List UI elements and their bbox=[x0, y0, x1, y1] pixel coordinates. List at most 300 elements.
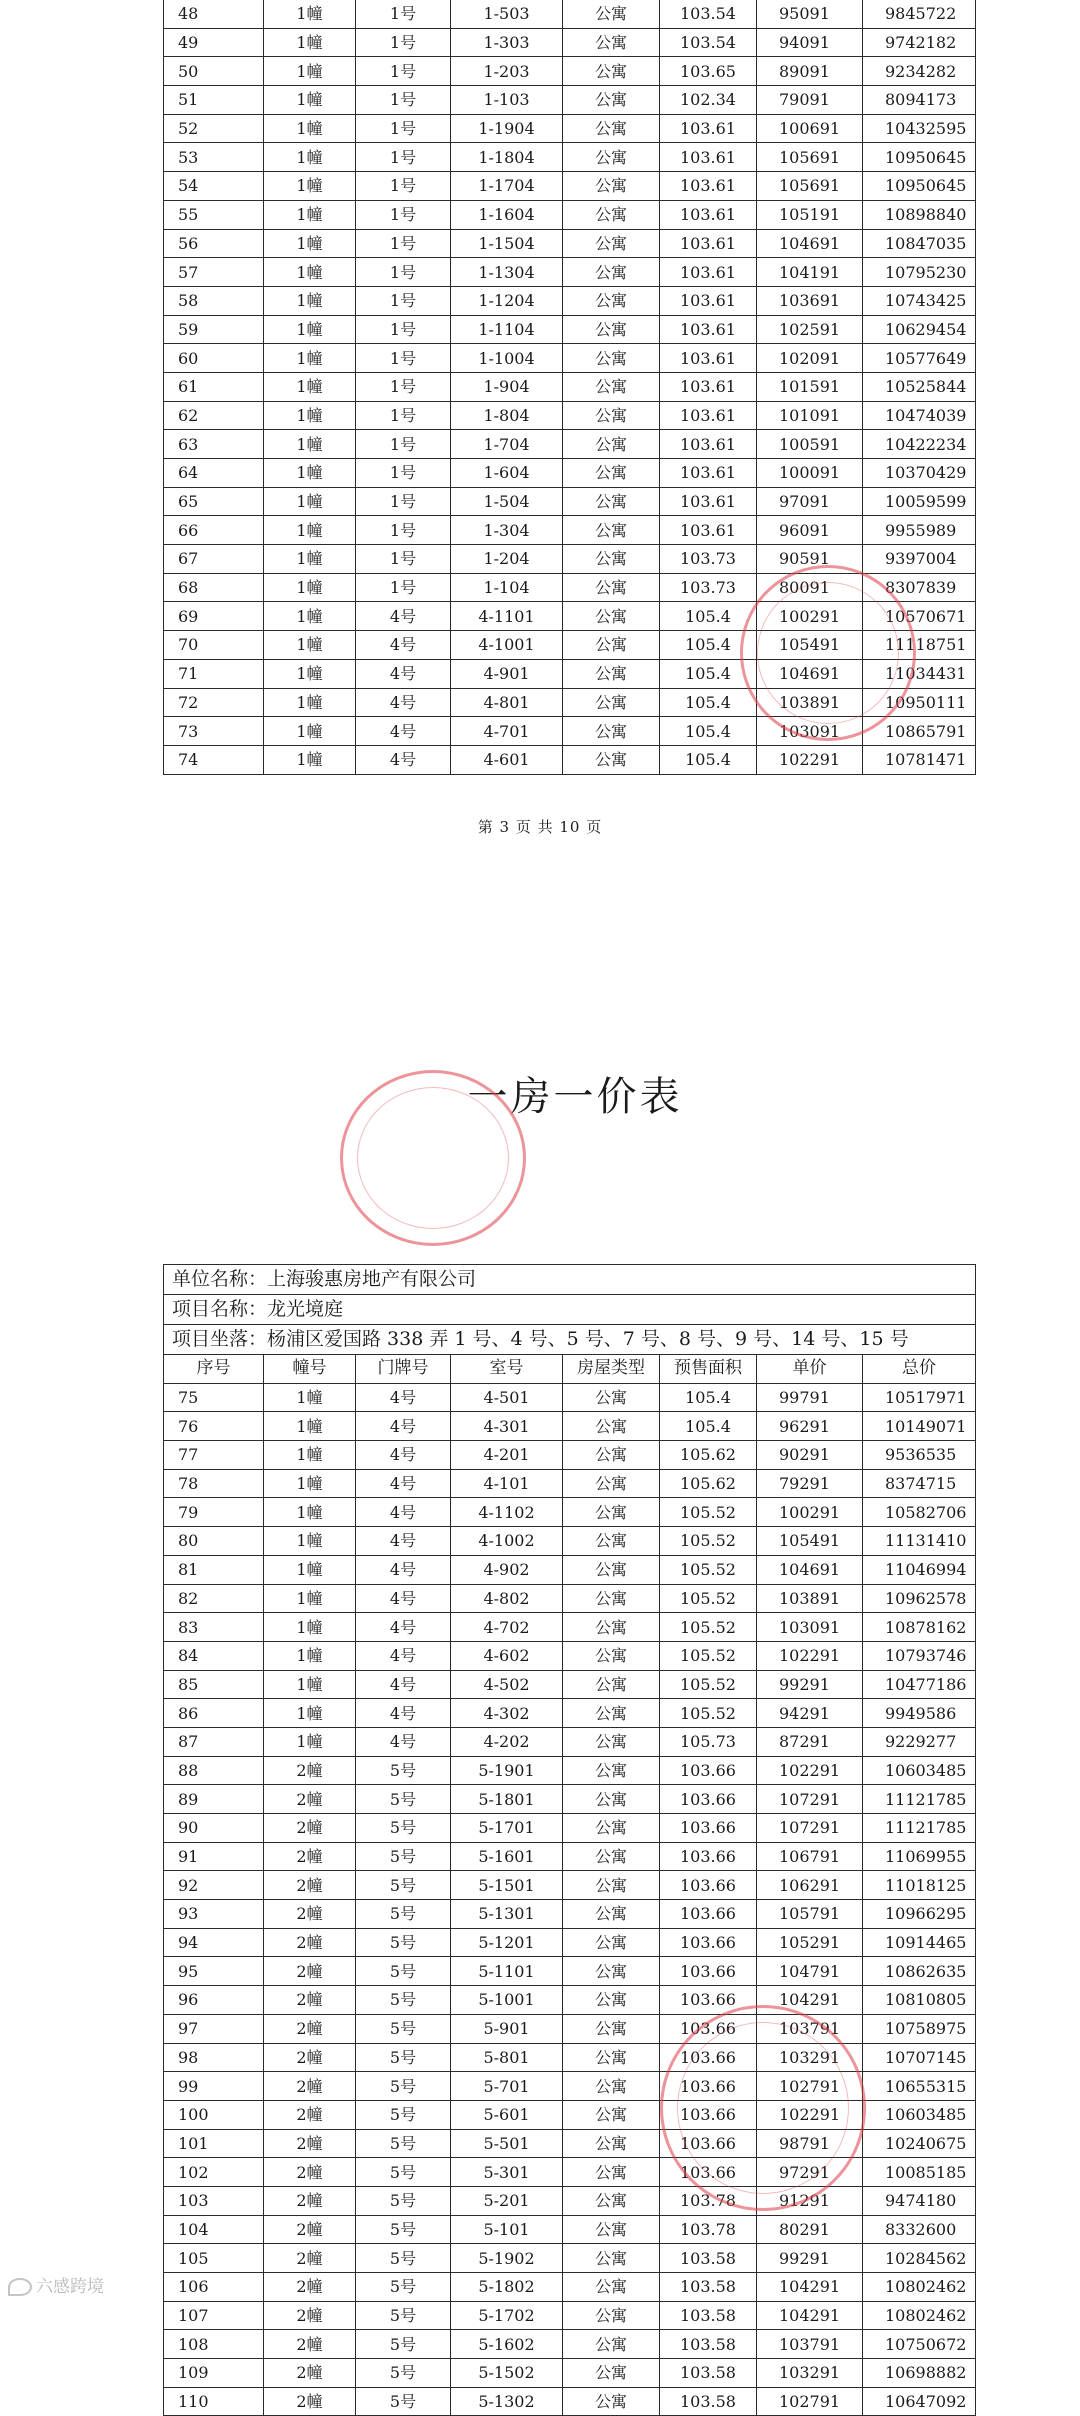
table-cell: 79 bbox=[164, 1498, 264, 1527]
table-cell: 公寓 bbox=[563, 2387, 660, 2416]
table-cell: 8332600 bbox=[863, 2215, 976, 2244]
table-cell: 90 bbox=[164, 1814, 264, 1843]
table-cell: 80091 bbox=[757, 573, 863, 602]
table-cell: 公寓 bbox=[563, 2273, 660, 2302]
table-cell: 99291 bbox=[757, 2244, 863, 2273]
table-cell: 1幢 bbox=[264, 401, 356, 430]
table-cell: 11018125 bbox=[863, 1871, 976, 1900]
table-cell: 公寓 bbox=[563, 1670, 660, 1699]
table-cell: 89091 bbox=[757, 57, 863, 86]
table-row bbox=[164, 459, 976, 488]
table-cell: 5-1802 bbox=[451, 2273, 563, 2302]
table-row bbox=[164, 2014, 976, 2043]
table-cell: 103.66 bbox=[660, 2100, 757, 2129]
header-building: 幢号 bbox=[264, 1355, 356, 1384]
table-cell: 4号 bbox=[356, 1555, 451, 1584]
table-cell: 5-1902 bbox=[451, 2244, 563, 2273]
table-cell: 1幢 bbox=[264, 1613, 356, 1642]
table-cell: 52 bbox=[164, 114, 264, 143]
table-cell: 5-201 bbox=[451, 2186, 563, 2215]
table-cell: 89 bbox=[164, 1785, 264, 1814]
table-cell: 10743425 bbox=[863, 286, 976, 315]
table-cell: 10758975 bbox=[863, 2014, 976, 2043]
table-row bbox=[164, 1871, 976, 1900]
table-cell: 公寓 bbox=[563, 688, 660, 717]
table-cell: 公寓 bbox=[563, 631, 660, 660]
table-cell: 4号 bbox=[356, 1383, 451, 1412]
table-cell: 103.66 bbox=[660, 2043, 757, 2072]
table-cell: 1号 bbox=[356, 487, 451, 516]
table-cell: 4号 bbox=[356, 1727, 451, 1756]
table-row bbox=[164, 545, 976, 574]
table-cell: 10950111 bbox=[863, 688, 976, 717]
table-cell: 103.61 bbox=[660, 229, 757, 258]
watermark-logo-icon bbox=[8, 2278, 32, 2296]
table-cell: 4号 bbox=[356, 1670, 451, 1699]
table-cell: 公寓 bbox=[563, 717, 660, 746]
table-cell: 公寓 bbox=[563, 1527, 660, 1556]
table-cell: 5号 bbox=[356, 1928, 451, 1957]
table-cell: 10284562 bbox=[863, 2244, 976, 2273]
table-row bbox=[164, 1957, 976, 1986]
table-cell: 103.61 bbox=[660, 114, 757, 143]
table-cell: 104791 bbox=[757, 1957, 863, 1986]
table-cell: 105291 bbox=[757, 1928, 863, 1957]
table-cell: 公寓 bbox=[563, 1412, 660, 1441]
table-cell: 5号 bbox=[356, 2129, 451, 2158]
table-cell: 1幢 bbox=[264, 516, 356, 545]
table-cell: 1-303 bbox=[451, 28, 563, 57]
table-cell: 4号 bbox=[356, 745, 451, 774]
table-cell: 10517971 bbox=[863, 1383, 976, 1412]
table-cell: 4号 bbox=[356, 1699, 451, 1728]
table-cell: 96 bbox=[164, 1986, 264, 2015]
table-cell: 105.52 bbox=[660, 1498, 757, 1527]
table-cell: 103.66 bbox=[660, 1842, 757, 1871]
table-cell: 10149071 bbox=[863, 1412, 976, 1441]
table-cell: 103291 bbox=[757, 2043, 863, 2072]
table-cell: 100291 bbox=[757, 1498, 863, 1527]
table-cell: 99791 bbox=[757, 1383, 863, 1412]
table-cell: 102291 bbox=[757, 1756, 863, 1785]
table-cell: 1幢 bbox=[264, 1527, 356, 1556]
table-row bbox=[164, 172, 976, 201]
table-cell: 1号 bbox=[356, 229, 451, 258]
table-cell: 公寓 bbox=[563, 172, 660, 201]
header-room: 室号 bbox=[451, 1355, 563, 1384]
table-cell: 5号 bbox=[356, 1957, 451, 1986]
table-cell: 67 bbox=[164, 545, 264, 574]
table-cell: 4号 bbox=[356, 1412, 451, 1441]
table-cell: 公寓 bbox=[563, 745, 660, 774]
table-cell: 1-1504 bbox=[451, 229, 563, 258]
table-cell: 10603485 bbox=[863, 1756, 976, 1785]
table-cell: 2幢 bbox=[264, 1871, 356, 1900]
table-cell: 公寓 bbox=[563, 516, 660, 545]
table-cell: 5-1702 bbox=[451, 2301, 563, 2330]
table-cell: 公寓 bbox=[563, 28, 660, 57]
table-cell: 1幢 bbox=[264, 258, 356, 287]
table-cell: 10810805 bbox=[863, 1986, 976, 2015]
table-row bbox=[164, 2043, 976, 2072]
table-cell: 1号 bbox=[356, 573, 451, 602]
table-cell: 10802462 bbox=[863, 2301, 976, 2330]
table-row bbox=[164, 1412, 976, 1441]
table-cell: 103.66 bbox=[660, 2014, 757, 2043]
table-cell: 73 bbox=[164, 717, 264, 746]
table-cell: 1号 bbox=[356, 286, 451, 315]
table-cell: 91291 bbox=[757, 2186, 863, 2215]
table-cell: 5号 bbox=[356, 1986, 451, 2015]
table-cell: 107291 bbox=[757, 1814, 863, 1843]
table-cell: 103.58 bbox=[660, 2387, 757, 2416]
table-cell: 1幢 bbox=[264, 57, 356, 86]
table-cell: 公寓 bbox=[563, 602, 660, 631]
table-cell: 1-1304 bbox=[451, 258, 563, 287]
table-cell: 公寓 bbox=[563, 545, 660, 574]
table-cell: 4号 bbox=[356, 631, 451, 660]
table-cell: 公寓 bbox=[563, 1814, 660, 1843]
table-cell: 103 bbox=[164, 2186, 264, 2215]
table-cell: 公寓 bbox=[563, 1613, 660, 1642]
table-cell: 1幢 bbox=[264, 286, 356, 315]
table-cell: 公寓 bbox=[563, 487, 660, 516]
table-cell: 104 bbox=[164, 2215, 264, 2244]
table-cell: 4号 bbox=[356, 1498, 451, 1527]
table-cell: 103291 bbox=[757, 2359, 863, 2388]
table-cell: 4号 bbox=[356, 602, 451, 631]
table-cell: 1幢 bbox=[264, 631, 356, 660]
table-cell: 95091 bbox=[757, 0, 863, 28]
table-cell: 1幢 bbox=[264, 315, 356, 344]
table-cell: 49 bbox=[164, 28, 264, 57]
table-cell: 103.54 bbox=[660, 28, 757, 57]
header-index: 序号 bbox=[164, 1355, 264, 1384]
table-cell: 1幢 bbox=[264, 114, 356, 143]
table-row bbox=[164, 516, 976, 545]
table-cell: 10570671 bbox=[863, 602, 976, 631]
header-unit-price: 单价 bbox=[757, 1355, 863, 1384]
table-cell: 9845722 bbox=[863, 0, 976, 28]
table-cell: 9234282 bbox=[863, 57, 976, 86]
table-cell: 4-801 bbox=[451, 688, 563, 717]
table-cell: 1号 bbox=[356, 28, 451, 57]
table-row bbox=[164, 315, 976, 344]
table-cell: 103791 bbox=[757, 2330, 863, 2359]
table-row bbox=[164, 0, 976, 28]
table-cell: 5号 bbox=[356, 2158, 451, 2187]
table-cell: 101591 bbox=[757, 372, 863, 401]
table-cell: 10950645 bbox=[863, 143, 976, 172]
table-cell: 70 bbox=[164, 631, 264, 660]
table-cell: 1幢 bbox=[264, 1641, 356, 1670]
table-cell: 10603485 bbox=[863, 2100, 976, 2129]
table-cell: 1幢 bbox=[264, 1441, 356, 1470]
table-cell: 公寓 bbox=[563, 1986, 660, 2015]
table-cell: 1-1204 bbox=[451, 286, 563, 315]
table-cell: 97 bbox=[164, 2014, 264, 2043]
table-cell: 108 bbox=[164, 2330, 264, 2359]
table-cell: 105.62 bbox=[660, 1441, 757, 1470]
table-cell: 84 bbox=[164, 1641, 264, 1670]
table-cell: 71 bbox=[164, 659, 264, 688]
table-row bbox=[164, 2301, 976, 2330]
table-cell: 公寓 bbox=[563, 372, 660, 401]
table-cell: 公寓 bbox=[563, 1383, 660, 1412]
table-cell: 2幢 bbox=[264, 2215, 356, 2244]
table-cell: 1幢 bbox=[264, 1412, 356, 1441]
table-cell: 10629454 bbox=[863, 315, 976, 344]
table-row bbox=[164, 631, 976, 660]
table-cell: 公寓 bbox=[563, 2100, 660, 2129]
table-cell: 103.58 bbox=[660, 2273, 757, 2302]
table-cell: 69 bbox=[164, 602, 264, 631]
table-cell: 5号 bbox=[356, 1814, 451, 1843]
table-cell: 5号 bbox=[356, 2244, 451, 2273]
table-cell: 4-502 bbox=[451, 1670, 563, 1699]
table-cell: 102791 bbox=[757, 2387, 863, 2416]
table-cell: 110 bbox=[164, 2387, 264, 2416]
table-cell: 公寓 bbox=[563, 1785, 660, 1814]
table-cell: 103.66 bbox=[660, 1871, 757, 1900]
table-cell: 107 bbox=[164, 2301, 264, 2330]
table-cell: 公寓 bbox=[563, 1699, 660, 1728]
table-cell: 105.4 bbox=[660, 717, 757, 746]
table-cell: 103.78 bbox=[660, 2215, 757, 2244]
table-cell: 1-1004 bbox=[451, 344, 563, 373]
table-cell: 5号 bbox=[356, 2387, 451, 2416]
table-cell: 公寓 bbox=[563, 1498, 660, 1527]
table-cell: 1幢 bbox=[264, 1469, 356, 1498]
table-cell: 1幢 bbox=[264, 344, 356, 373]
header-total-price: 总价 bbox=[863, 1355, 976, 1384]
table-cell: 78 bbox=[164, 1469, 264, 1498]
table-cell: 2幢 bbox=[264, 1785, 356, 1814]
table-cell: 5-1301 bbox=[451, 1900, 563, 1929]
table-cell: 公寓 bbox=[563, 2215, 660, 2244]
price-table-page-4 bbox=[163, 1264, 976, 2416]
table-cell: 1幢 bbox=[264, 372, 356, 401]
table-cell: 100 bbox=[164, 2100, 264, 2129]
table-cell: 1幢 bbox=[264, 28, 356, 57]
table-cell: 10577649 bbox=[863, 344, 976, 373]
table-cell: 10966295 bbox=[863, 1900, 976, 1929]
table-cell: 5号 bbox=[356, 2014, 451, 2043]
table-cell: 103.61 bbox=[660, 459, 757, 488]
table-cell: 公寓 bbox=[563, 0, 660, 28]
table-cell: 2幢 bbox=[264, 2330, 356, 2359]
table-cell: 11131410 bbox=[863, 1527, 976, 1556]
table-row bbox=[164, 2387, 976, 2416]
page-footer: 第 3 页 共 10 页 bbox=[477, 818, 603, 836]
table-cell: 2幢 bbox=[264, 2387, 356, 2416]
table-cell: 公寓 bbox=[563, 229, 660, 258]
table-cell: 101 bbox=[164, 2129, 264, 2158]
table-cell: 公寓 bbox=[563, 2186, 660, 2215]
table-cell: 1号 bbox=[356, 344, 451, 373]
table-cell: 1幢 bbox=[264, 1699, 356, 1728]
table-cell: 1号 bbox=[356, 57, 451, 86]
table-row bbox=[164, 200, 976, 229]
table-cell: 5-1101 bbox=[451, 1957, 563, 1986]
table-cell: 10950645 bbox=[863, 172, 976, 201]
table-cell: 1幢 bbox=[264, 1383, 356, 1412]
table-row bbox=[164, 573, 976, 602]
table-cell: 5号 bbox=[356, 2186, 451, 2215]
table-cell: 91 bbox=[164, 1842, 264, 1871]
table-cell: 4-702 bbox=[451, 1613, 563, 1642]
table-cell: 4-901 bbox=[451, 659, 563, 688]
table-cell: 103.66 bbox=[660, 1900, 757, 1929]
table-cell: 公寓 bbox=[563, 2129, 660, 2158]
table-cell: 105191 bbox=[757, 200, 863, 229]
table-row bbox=[164, 258, 976, 287]
table-cell: 105691 bbox=[757, 172, 863, 201]
table-cell: 5号 bbox=[356, 2359, 451, 2388]
table-cell: 1幢 bbox=[264, 688, 356, 717]
table-cell: 1幢 bbox=[264, 229, 356, 258]
table-cell: 4号 bbox=[356, 1527, 451, 1556]
table-row bbox=[164, 717, 976, 746]
table-cell: 9949586 bbox=[863, 1699, 976, 1728]
table-cell: 2幢 bbox=[264, 1814, 356, 1843]
table-cell: 5-501 bbox=[451, 2129, 563, 2158]
table-cell: 10422234 bbox=[863, 430, 976, 459]
table-cell: 10477186 bbox=[863, 1670, 976, 1699]
table-cell: 公寓 bbox=[563, 2301, 660, 2330]
table-cell: 103.58 bbox=[660, 2359, 757, 2388]
table-row bbox=[164, 2359, 976, 2388]
table-cell: 公寓 bbox=[563, 2330, 660, 2359]
table-cell: 10847035 bbox=[863, 229, 976, 258]
table-cell: 1幢 bbox=[264, 86, 356, 115]
table-cell: 74 bbox=[164, 745, 264, 774]
table-cell: 10432595 bbox=[863, 114, 976, 143]
table-cell: 4-602 bbox=[451, 1641, 563, 1670]
table-cell: 1-1804 bbox=[451, 143, 563, 172]
table-cell: 5号 bbox=[356, 2273, 451, 2302]
table-cell: 86 bbox=[164, 1699, 264, 1728]
table-cell: 公寓 bbox=[563, 114, 660, 143]
table-cell: 5号 bbox=[356, 1900, 451, 1929]
table-cell: 105.73 bbox=[660, 1727, 757, 1756]
table-cell: 1-604 bbox=[451, 459, 563, 488]
table-cell: 66 bbox=[164, 516, 264, 545]
table-row bbox=[164, 1842, 976, 1871]
table-cell: 106791 bbox=[757, 1842, 863, 1871]
table-cell: 64 bbox=[164, 459, 264, 488]
table-cell: 1幢 bbox=[264, 1727, 356, 1756]
table-cell: 102291 bbox=[757, 745, 863, 774]
table-cell: 1幢 bbox=[264, 659, 356, 688]
table-cell: 2幢 bbox=[264, 2301, 356, 2330]
table-cell: 10474039 bbox=[863, 401, 976, 430]
table-cell: 102091 bbox=[757, 344, 863, 373]
table-cell: 63 bbox=[164, 430, 264, 459]
table-row bbox=[164, 1756, 976, 1785]
table-cell: 10793746 bbox=[863, 1641, 976, 1670]
table-cell: 10962578 bbox=[863, 1584, 976, 1613]
table-cell: 103.61 bbox=[660, 430, 757, 459]
table-cell: 104291 bbox=[757, 1986, 863, 2015]
table-cell: 10059599 bbox=[863, 487, 976, 516]
table-cell: 5-601 bbox=[451, 2100, 563, 2129]
table-cell: 10914465 bbox=[863, 1928, 976, 1957]
table-cell: 5号 bbox=[356, 2043, 451, 2072]
table-cell: 105.52 bbox=[660, 1670, 757, 1699]
table-cell: 94 bbox=[164, 1928, 264, 1957]
table-cell: 1幢 bbox=[264, 745, 356, 774]
table-cell: 103.61 bbox=[660, 258, 757, 287]
table-cell: 10240675 bbox=[863, 2129, 976, 2158]
table-cell: 4-1102 bbox=[451, 1498, 563, 1527]
table-cell: 80291 bbox=[757, 2215, 863, 2244]
table-cell: 79091 bbox=[757, 86, 863, 115]
table-cell: 2幢 bbox=[264, 2014, 356, 2043]
table-cell: 2幢 bbox=[264, 2273, 356, 2302]
table-cell: 1幢 bbox=[264, 200, 356, 229]
table-cell: 4号 bbox=[356, 1584, 451, 1613]
table-cell: 104691 bbox=[757, 659, 863, 688]
table-cell: 105.4 bbox=[660, 1383, 757, 1412]
table-cell: 1幢 bbox=[264, 1498, 356, 1527]
table-row bbox=[164, 430, 976, 459]
table-cell: 5号 bbox=[356, 2330, 451, 2359]
table-cell: 5-301 bbox=[451, 2158, 563, 2187]
table-cell: 103091 bbox=[757, 1613, 863, 1642]
table-cell: 公寓 bbox=[563, 286, 660, 315]
table-cell: 5-1201 bbox=[451, 1928, 563, 1957]
table-cell: 2幢 bbox=[264, 2158, 356, 2187]
table-row bbox=[164, 2186, 976, 2215]
table-cell: 98 bbox=[164, 2043, 264, 2072]
table-cell: 11121785 bbox=[863, 1785, 976, 1814]
table-cell: 1幢 bbox=[264, 1584, 356, 1613]
table-cell: 4-1002 bbox=[451, 1527, 563, 1556]
table-cell: 104691 bbox=[757, 1555, 863, 1584]
table-cell: 1-204 bbox=[451, 545, 563, 574]
table-cell: 11034431 bbox=[863, 659, 976, 688]
table-cell: 9955989 bbox=[863, 516, 976, 545]
table-cell: 103891 bbox=[757, 1584, 863, 1613]
table-cell: 公寓 bbox=[563, 2244, 660, 2273]
table-cell: 102591 bbox=[757, 315, 863, 344]
table-cell: 5-901 bbox=[451, 2014, 563, 2043]
table-cell: 5号 bbox=[356, 1871, 451, 1900]
table-cell: 57 bbox=[164, 258, 264, 287]
table-cell: 106 bbox=[164, 2273, 264, 2302]
table-cell: 5-1801 bbox=[451, 1785, 563, 1814]
table-cell: 公寓 bbox=[563, 344, 660, 373]
table-row bbox=[164, 2100, 976, 2129]
table-cell: 2幢 bbox=[264, 2359, 356, 2388]
table-cell: 2幢 bbox=[264, 2072, 356, 2101]
table-cell: 1-504 bbox=[451, 487, 563, 516]
table-cell: 103.73 bbox=[660, 573, 757, 602]
table-cell: 5-1701 bbox=[451, 1814, 563, 1843]
table-row bbox=[164, 2215, 976, 2244]
table-cell: 103.65 bbox=[660, 57, 757, 86]
table-cell: 103891 bbox=[757, 688, 863, 717]
table-cell: 102.34 bbox=[660, 86, 757, 115]
table-cell: 5-801 bbox=[451, 2043, 563, 2072]
table-cell: 公寓 bbox=[563, 2158, 660, 2187]
table-cell: 105.4 bbox=[660, 1412, 757, 1441]
table-cell: 1-104 bbox=[451, 573, 563, 602]
table-cell: 公寓 bbox=[563, 2359, 660, 2388]
table-row bbox=[164, 1469, 976, 1498]
table-cell: 103.66 bbox=[660, 1814, 757, 1843]
